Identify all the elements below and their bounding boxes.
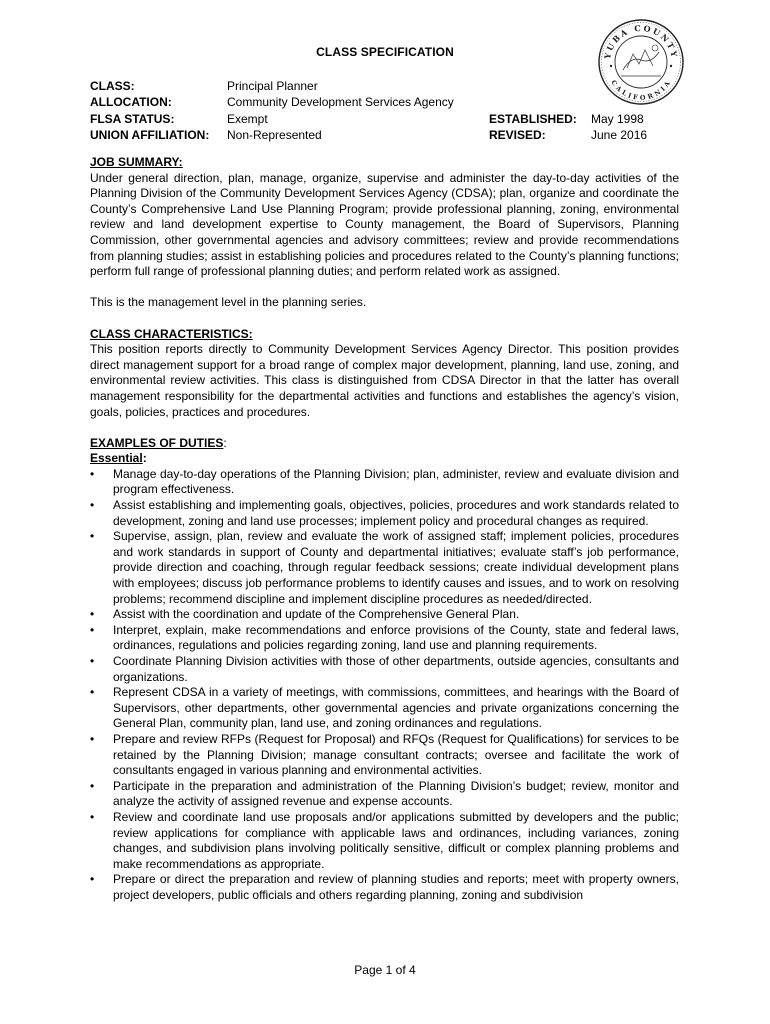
duty-item: • Coordinate Planning Division activities with those of other departments, outside agencies, consultants and organizations. <box>90 654 679 685</box>
job-summary-heading: JOB SUMMARY: <box>90 155 183 169</box>
info-row-class <box>90 78 691 94</box>
info-row-allocation <box>90 94 691 110</box>
duties-heading-colon: : <box>223 435 227 450</box>
union-label: UNION AFFILIATION: <box>90 127 210 142</box>
info-row-flsa <box>90 111 691 127</box>
info-row-union <box>90 127 691 143</box>
duty-item: • Interpret, explain, make recommendations and enforce provisions of the County, state and federal laws, ordinances, regulations and policies regarding zoning, land use and planning requirements. <box>90 623 679 654</box>
essential-subheading-colon: : <box>142 451 147 466</box>
class-characteristics-heading: CLASS CHARACTERISTICS: <box>90 326 253 341</box>
class-info-block <box>90 78 691 143</box>
established-value: May 1998 <box>591 111 644 126</box>
duty-item: • Participate in the preparation and administration of the Planning Division’s budget; review, monitor and analyze the activity of assigned revenue and expense accounts. <box>90 779 679 810</box>
seal-bottom-text: CALIFORNIA <box>609 78 673 102</box>
spacer <box>90 280 679 296</box>
essential-subheading-line <box>90 451 679 467</box>
job-summary-note: This is the management level in the planning series. <box>90 295 367 310</box>
document-body <box>90 155 679 904</box>
document-title: CLASS SPECIFICATION <box>316 45 454 59</box>
revised-label: REVISED: <box>489 127 546 142</box>
duty-item: • Assist with the coordination and update of the Comprehensive General Plan. <box>90 607 679 623</box>
duty-item: • Represent CDSA in a variety of meetings, with commissions, committees, and hearings with the Board of Supervisors, other departments, other governmental agencies and private organizations concerning the General Plan, community plan, land use, and zoning ordinances and regulations. <box>90 685 679 732</box>
allocation-value: Community Development Services Agency <box>227 95 454 110</box>
class-label: CLASS: <box>90 79 135 93</box>
job-summary-text: Under general direction, plan, manage, organize, supervise and administer the day-to-day activities of the Planning Division of the Community Development Services Agency (CDSA); plan, organize and coordinate the County’s Comprehensive Land Use Planning Program; provide professional planning, zoning, environmental review and land development expertise to County management, the Board of Supervisors, Planning Commission, other governmental agencies and advisory committees; review and provide recommendations from planning studies; assist in establishing policies and procedures related to the County’s planning functions; perform full range of professional planning duties; and perform related work as assigned. <box>90 170 679 279</box>
duties-heading: EXAMPLES OF DUTIES <box>90 435 224 450</box>
established-label: ESTABLISHED: <box>489 111 577 126</box>
duty-item: • Prepare or direct the preparation and review of planning studies and reports; meet with property owners, project developers, public officials and others regarding planning, zoning and subdivision <box>90 872 679 903</box>
spacer <box>90 311 679 327</box>
duty-item: • Prepare and review RFPs (Request for Proposal) and RFQs (Request for Qualifications) for services to be retained by the Planning Division; manage consultant contracts; oversee and facilitate the work of consultants engaged in various planning and environmental activities. <box>90 732 679 779</box>
duties-list <box>90 467 679 904</box>
page-number: Page 1 of 4 <box>354 963 416 977</box>
duties-heading-line <box>90 436 679 452</box>
essential-subheading: Essential <box>90 451 143 466</box>
flsa-value: Exempt <box>227 111 268 126</box>
revised-value: June 2016 <box>591 127 648 142</box>
flsa-label: FLSA STATUS: <box>90 111 175 126</box>
seal-top-text: YUBA COUNTY <box>602 22 680 60</box>
class-characteristics-text: This position reports directly to Community Development Services Agency Director. This position provides direct management support for a broad range of complex major development, planning, land use, zoning, and environmental review activities. This class is distinguished from CDSA Director in that the latter has overall management responsibility for the departmental activities and functions and establishes the agency’s vision, goals, policies, practices and procedures. <box>90 342 679 419</box>
class-value: Principal Planner <box>227 79 318 93</box>
duty-item: • Assist establishing and implementing goals, objectives, policies, procedures and work standards related to development, zoning and land use processes; implement policy and procedural changes as required. <box>90 498 679 529</box>
duty-item: • Supervise, assign, plan, review and evaluate the work of assigned staff; implement policies, procedures and work standards in support of County and departmental initiatives; evaluate staff’s job performance, provide direction and coaching, through regular feedback sessions; create individual development plans with employees; discuss job performance problems to identify causes and issues, and to work on resolving problems; recommend discipline and implement discipline procedures as needed/directed. <box>90 529 679 607</box>
union-value: Non-Represented <box>227 127 322 142</box>
duty-item: • Review and coordinate land use proposals and/or applications submitted by developers and the public; review applications for compliance with applicable laws and ordinances, including variances, zoning changes, and subdivision plans involving politically sensitive, difficult or complex planning problems and make recommendations as appropriate. <box>90 810 679 872</box>
allocation-label: ALLOCATION: <box>90 95 172 110</box>
duty-item: • Manage day-to-day operations of the Planning Division; plan, administer, review and evaluate division and program effectiveness. <box>90 467 679 498</box>
spacer <box>90 420 679 436</box>
